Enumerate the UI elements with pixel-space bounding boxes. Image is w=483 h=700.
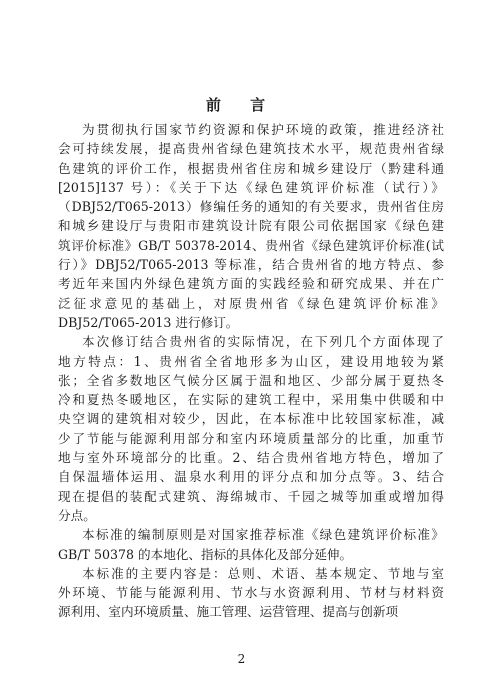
text-line: 冷和夏热冬暖地区，在实际的建筑工程中，采用集中供暖和中 [58,392,444,408]
text-line: 源利用、室内环境质量、施工管理、运营管理、提高与创新项 [58,604,399,620]
text-line: 泛征求意见的基础上，对原贵州省《绿色建筑评价标准》 [58,295,444,311]
text-line: 考近年来国内外绿色建筑方面的实践经验和研究成果、并在广 [58,276,444,292]
body-text [58,120,444,622]
text-line: 张；全省多数地区气候分区属于温和地区、少部分属于夏热冬 [58,372,444,388]
text-line: 央空调的建筑相对较少，因此，在本标准中比较国家标准，减 [58,411,444,427]
text-line: 外环境、节能与能源利用、节水与水资源利用、节材与材料资 [58,585,444,601]
text-line: （DBJ52/T065-2013）修编任务的通知的有关要求，贵州省住房 [58,199,444,215]
page-title: 前 言 [205,96,278,114]
text-line: 为贯彻执行国家节约资源和保护环境的政策，推进经济社 [82,122,444,137]
text-line: 现在提倡的装配式建筑、海绵城市、千园之城等加重或增加得 [58,488,444,504]
text-line: 会可持续发展，提高贵州省绿色建筑技术水平，规范贵州省绿 [58,141,444,157]
text-line: 行）》DBJ52/T065-2013 等标准，结合贵州省的地方特点、参 [58,257,444,273]
text-line: 分点。 [58,507,96,523]
text-line: DBJ52/T065-2013 进行修订。 [58,314,239,330]
text-line: 色建筑的评价工作，根据贵州省住房和城乡建设厅（黔建科通 [58,160,444,176]
text-line: 地与室外环境部分的比重。2、结合贵州省地方特色，增加了 [58,450,444,466]
text-line: 自保温墙体运用、温泉水利用的评分点和加分点等。3、结合 [58,469,444,485]
text-line: 少了节能与能源利用部分和室内环境质量部分的比重，加重节 [58,430,444,446]
paragraph [58,564,444,622]
text-line: [2015]137 号）：《关于下达《绿色建筑评价标准（试行）》 [58,179,444,195]
text-line: 本次修订结合贵州省的实际情况，在下列几个方面体现了 [82,334,444,350]
text-line: 本标准的主要内容是：总则、术语、基本规定、节地与室 [82,565,444,581]
text-line: GB/T 50378 的本地化、指标的具体化及部分延伸。 [58,546,353,562]
paragraph [58,525,444,564]
text-line: 筑评价标准》GB/T 50378-2014、贵州省《绿色建筑评价标准(试 [58,237,444,253]
text-line: 地方特点：1、贵州省全省地形多为山区，建设用地较为紧 [58,353,444,369]
text-line: 本标准的编制原则是对国家推荐标准《绿色建筑评价标准》 [82,527,444,543]
text-line: 和城乡建设厅与贵阳市建筑设计院有限公司依据国家《绿色建 [58,218,444,234]
page-number: 2 [237,652,246,666]
paragraph [58,120,444,332]
paragraph [58,332,444,525]
